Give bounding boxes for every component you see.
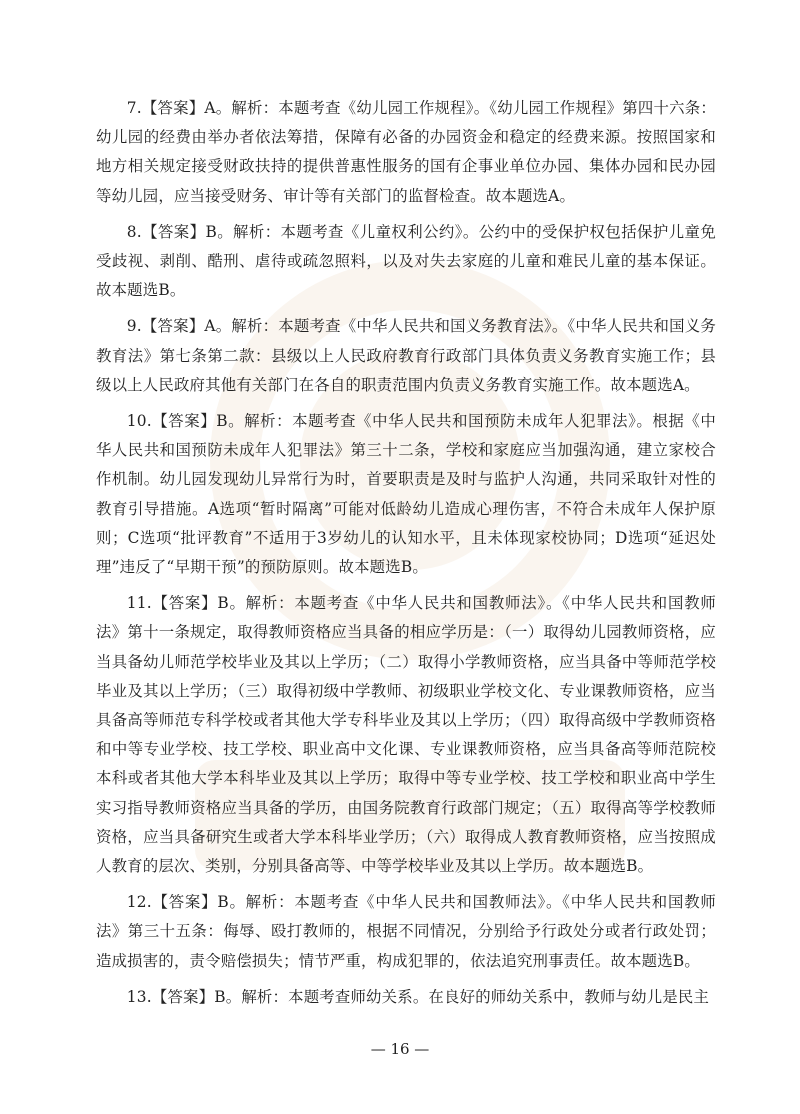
answer-7: 7.【答案】A。解析：本题考查《幼儿园工作规程》。《幼儿园工作规程》第四十六条：幼儿园的经费由举办者依法筹措，保障有必备的办园资金和稳定的经费来源。按照国家和地方相关规定接受财政扶持的提供普惠性服务的国有企事业单位办园、集体办园和民办园等幼儿园，应当接受财务、审计等有关部门的监督检查。故本题选A。 (96, 99, 716, 205)
answer-11: 11.【答案】B。解析：本题考查《中华人民共和国教师法》。《中华人民共和国教师法》第十一条规定，取得教师资格应当具备的相应学历是：（一）取得幼儿园教师资格，应当具备幼儿师范学校毕业及其以上学历；（二）取得小学教师资格，应当具备中等师范学校毕业及其以上学历；（三）取得初级中学教师、初级职业学校文化、专业课教师资格，应当具备高等师范专科学校或者其他大学专科毕业及其以上学历；（四）取得高级中学教师资格和中等专业学校、技工学校、职业高中文化课、专业课教师资格，应当具备高等师范院校本科或者其他大学本科毕业及其以上学历；取得中等专业学校、技工学校和职业高中学生实习指导教师资格应当具备的学历，由国务院教育行政部门规定；（五）取得高等学校教师资格，应当具备研究生或者大学本科毕业学历；（六）取得成人教育教师资格，应当按照成人教育的层次、类别，分别具备高等、中等学校毕业及其以上学历。故本题选B。 (96, 594, 716, 876)
answer-13: 13.【答案】B。解析：本题考查师幼关系。在良好的师幼关系中，教师与幼儿是民主 (126, 987, 710, 1006)
answer-10: 10.【答案】B。解析：本题考查《中华人民共和国预防未成年人犯罪法》。根据《中华人民共和国预防未成年人犯罪法》第三十二条，学校和家庭应当加强沟通，建立家校合作机制。幼儿园发现幼儿异常行为时，首要职责是及时与监护人沟通，共同采取针对性的教育引导措施。A选项“暂时隔离”可能对低龄幼儿造成心理伤害，不符合未成年人保护原则；C选项“批评教育”不适用于3岁幼儿的认知水平，且未体现家校协同；D选项“延迟处理”违反了“早期干预”的预防原则。故本题选B。 (96, 412, 716, 577)
answer-9: 9.【答案】A。解析：本题考查《中华人民共和国义务教育法》。《中华人民共和国义务教育法》第七条第二款：县级以上人民政府教育行政部门具体负责义务教育实施工作；县级以上人民政府其他有关部门在各自的职责范围内负责义务教育实施工作。故本题选A。 (96, 317, 716, 394)
answer-8: 8.【答案】B。解析：本题考查《儿童权利公约》。公约中的受保护权包括保护儿童免受歧视、剥削、酷刑、虐待或疏忽照料，以及对失去家庭的儿童和难民儿童的基本保证。故本题选B。 (96, 222, 716, 300)
page-number: — 16 — (370, 1040, 430, 1058)
answer-explanations (96, 94, 716, 1019)
answer-12: 12.【答案】B。解析：本题考查《中华人民共和国教师法》。《中华人民共和国教师法》第三十五条：侮辱、殴打教师的，根据不同情况，分别给予行政处分或者行政处罚；造成损害的，责令赔偿损失；情节严重，构成犯罪的，依法追究刑事责任。故本题选B。 (96, 893, 716, 970)
